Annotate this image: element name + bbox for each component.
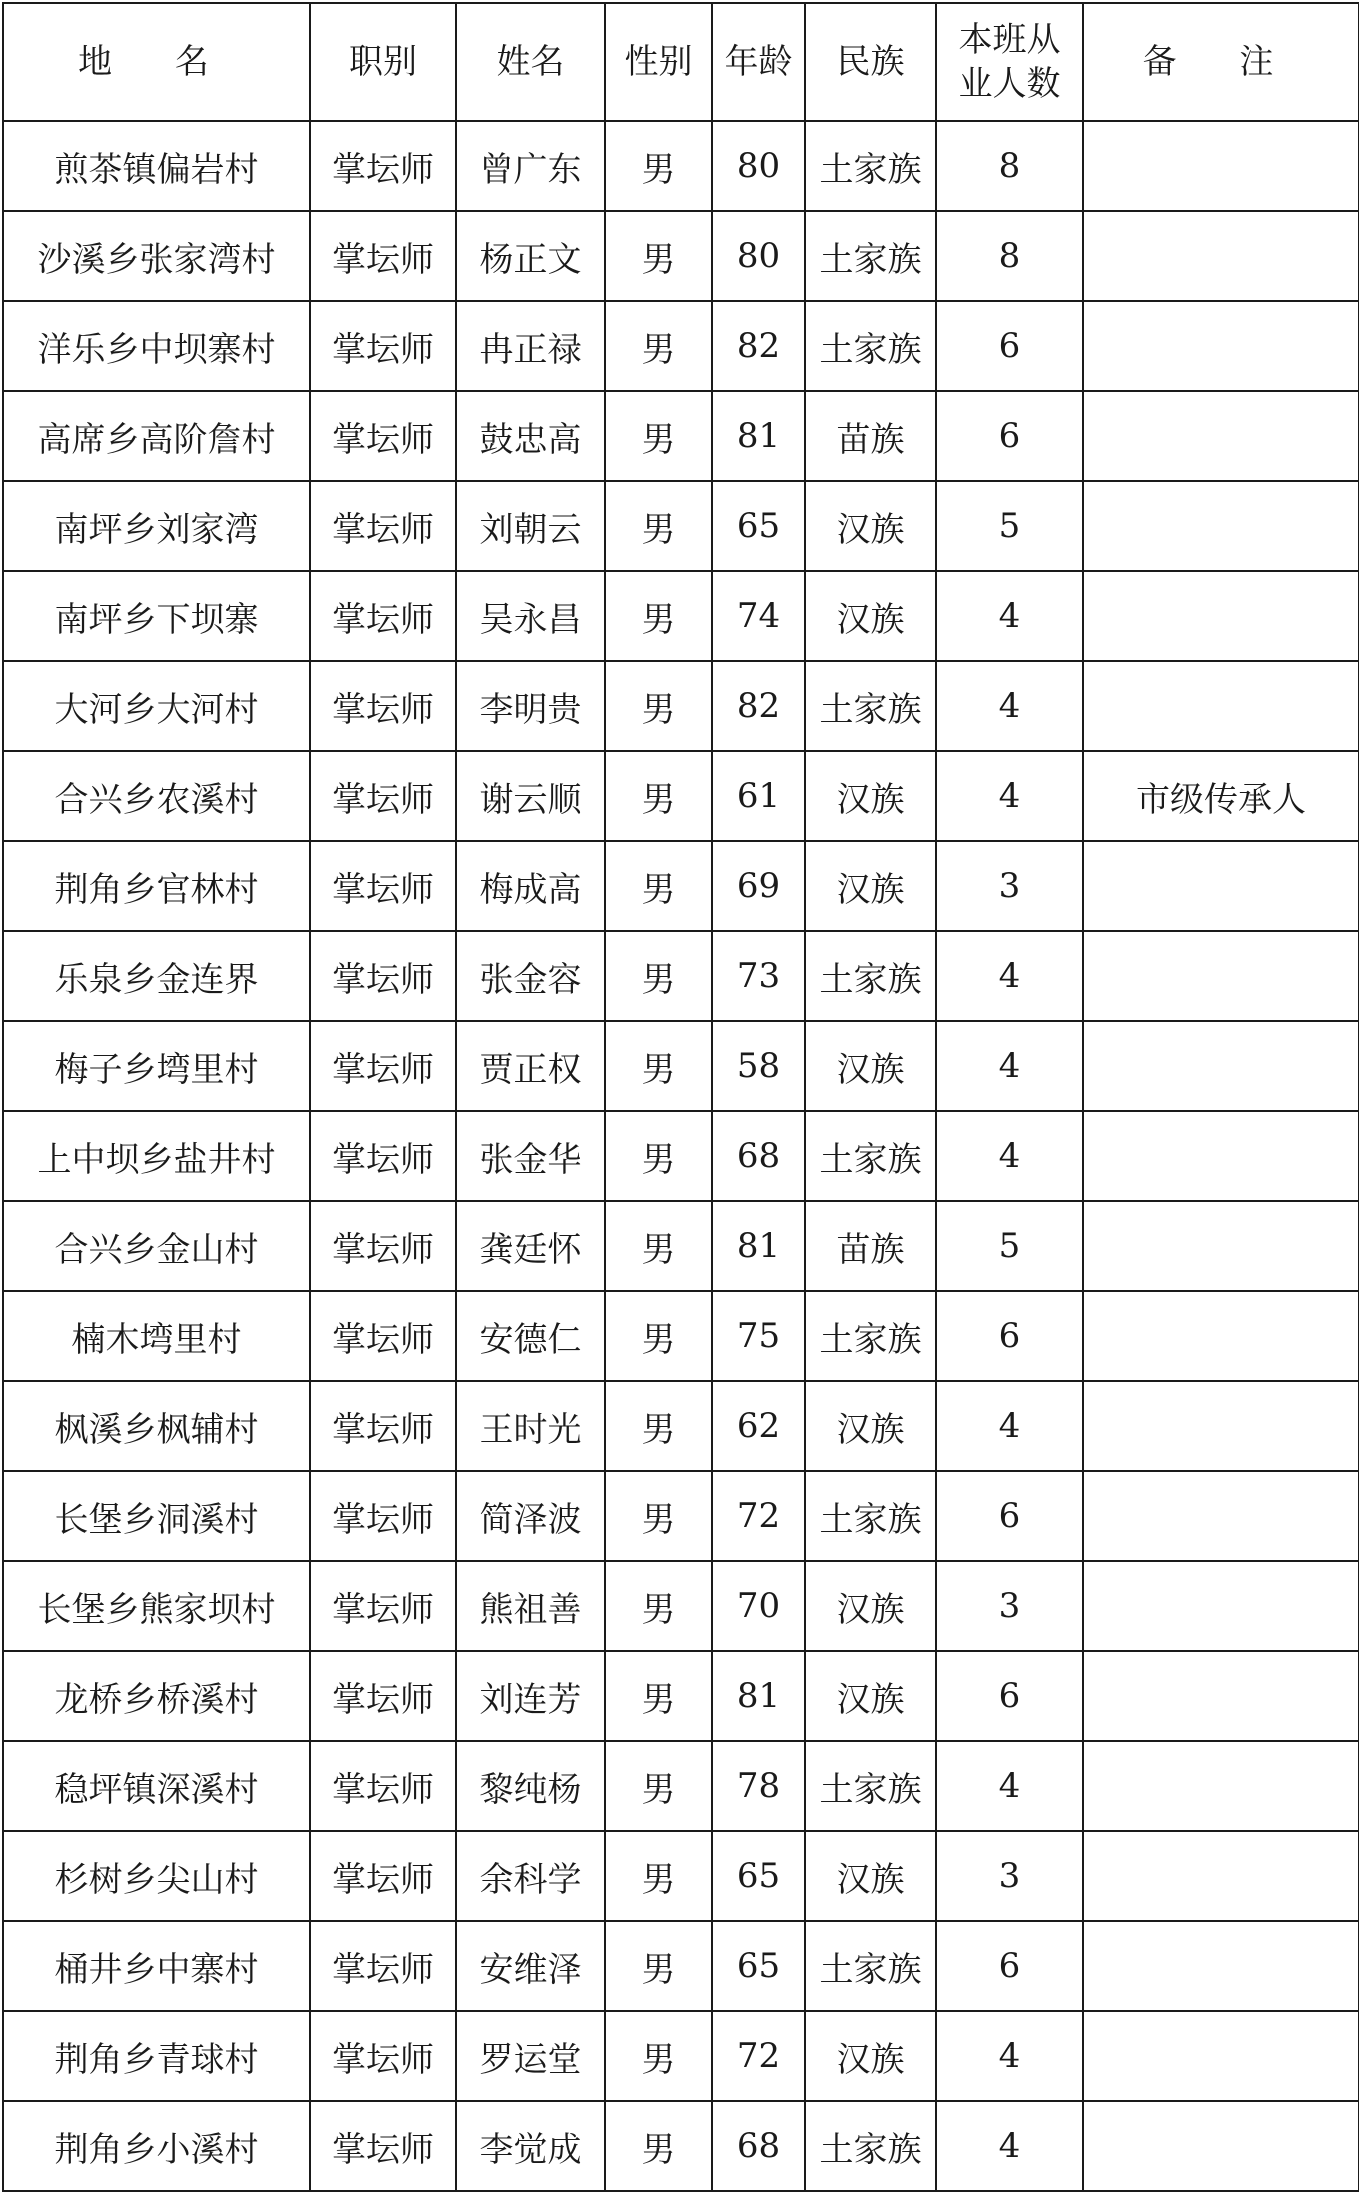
cell-age: 81 — [712, 1651, 805, 1741]
table-row — [3, 211, 1359, 301]
cell-gender: 男 — [605, 1471, 712, 1561]
cell-place: 煎茶镇偏岩村 — [3, 121, 310, 211]
cell-ethnicity: 汉族 — [805, 481, 936, 571]
cell-member-count: 6 — [936, 391, 1083, 481]
cell-gender: 男 — [605, 1111, 712, 1201]
cell-note — [1083, 1471, 1359, 1561]
cell-member-count: 6 — [936, 1921, 1083, 2011]
header-member-count — [936, 3, 1083, 121]
cell-note — [1083, 1561, 1359, 1651]
cell-gender: 男 — [605, 1831, 712, 1921]
cell-role: 掌坛师 — [310, 1021, 456, 1111]
cell-note — [1083, 1021, 1359, 1111]
cell-place: 乐泉乡金连界 — [3, 931, 310, 1021]
cell-role: 掌坛师 — [310, 121, 456, 211]
header-age: 年龄 — [712, 3, 805, 121]
cell-gender: 男 — [605, 391, 712, 481]
cell-note — [1083, 661, 1359, 751]
cell-name: 刘连芳 — [456, 1651, 605, 1741]
cell-role: 掌坛师 — [310, 1741, 456, 1831]
cell-name: 李觉成 — [456, 2101, 605, 2191]
cell-member-count: 6 — [936, 1471, 1083, 1561]
cell-member-count: 8 — [936, 121, 1083, 211]
cell-role: 掌坛师 — [310, 1921, 456, 2011]
cell-name: 杨正文 — [456, 211, 605, 301]
cell-note — [1083, 481, 1359, 571]
cell-ethnicity: 土家族 — [805, 301, 936, 391]
cell-name: 龚廷怀 — [456, 1201, 605, 1291]
cell-gender: 男 — [605, 661, 712, 751]
cell-age: 80 — [712, 121, 805, 211]
table-row — [3, 301, 1359, 391]
cell-place: 荆角乡小溪村 — [3, 2101, 310, 2191]
cell-place: 荆角乡青球村 — [3, 2011, 310, 2101]
cell-ethnicity: 汉族 — [805, 2011, 936, 2101]
table-row — [3, 1291, 1359, 1381]
cell-name: 刘朝云 — [456, 481, 605, 571]
cell-place: 洋乐乡中坝寨村 — [3, 301, 310, 391]
cell-member-count: 4 — [936, 1021, 1083, 1111]
cell-ethnicity: 苗族 — [805, 1201, 936, 1291]
cell-note — [1083, 571, 1359, 661]
cell-name: 李明贵 — [456, 661, 605, 751]
header-row — [3, 3, 1359, 121]
cell-gender: 男 — [605, 211, 712, 301]
cell-name: 梅成高 — [456, 841, 605, 931]
cell-age: 82 — [712, 661, 805, 751]
cell-ethnicity: 土家族 — [805, 1111, 936, 1201]
cell-age: 69 — [712, 841, 805, 931]
cell-place: 桶井乡中寨村 — [3, 1921, 310, 2011]
cell-role: 掌坛师 — [310, 1291, 456, 1381]
cell-place: 楠木塆里村 — [3, 1291, 310, 1381]
cell-name: 张金容 — [456, 931, 605, 1021]
cell-place: 大河乡大河村 — [3, 661, 310, 751]
cell-name: 安德仁 — [456, 1291, 605, 1381]
table-row — [3, 661, 1359, 751]
cell-age: 73 — [712, 931, 805, 1021]
cell-member-count: 4 — [936, 2011, 1083, 2101]
table-row — [3, 1201, 1359, 1291]
cell-ethnicity: 汉族 — [805, 1561, 936, 1651]
header-gender: 性别 — [605, 3, 712, 121]
cell-member-count: 5 — [936, 1201, 1083, 1291]
table-row — [3, 1111, 1359, 1201]
cell-note — [1083, 391, 1359, 481]
cell-member-count: 4 — [936, 571, 1083, 661]
cell-age: 70 — [712, 1561, 805, 1651]
table-row — [3, 391, 1359, 481]
cell-member-count: 3 — [936, 1561, 1083, 1651]
cell-gender: 男 — [605, 841, 712, 931]
cell-role: 掌坛师 — [310, 391, 456, 481]
cell-note — [1083, 1111, 1359, 1201]
cell-gender: 男 — [605, 1561, 712, 1651]
table-row — [3, 1471, 1359, 1561]
cell-ethnicity: 汉族 — [805, 1651, 936, 1741]
cell-member-count: 4 — [936, 931, 1083, 1021]
cell-note — [1083, 2101, 1359, 2191]
cell-note — [1083, 301, 1359, 391]
cell-member-count: 3 — [936, 841, 1083, 931]
cell-ethnicity: 土家族 — [805, 931, 936, 1021]
cell-ethnicity: 土家族 — [805, 1741, 936, 1831]
cell-ethnicity: 苗族 — [805, 391, 936, 481]
cell-role: 掌坛师 — [310, 571, 456, 661]
cell-age: 65 — [712, 1921, 805, 2011]
cell-role: 掌坛师 — [310, 1471, 456, 1561]
cell-name: 曾广东 — [456, 121, 605, 211]
cell-place: 上中坝乡盐井村 — [3, 1111, 310, 1201]
table-row — [3, 1651, 1359, 1741]
cell-ethnicity: 汉族 — [805, 841, 936, 931]
cell-age: 65 — [712, 481, 805, 571]
cell-gender: 男 — [605, 121, 712, 211]
cell-gender: 男 — [605, 931, 712, 1021]
cell-member-count: 4 — [936, 1111, 1083, 1201]
cell-note — [1083, 1741, 1359, 1831]
cell-note — [1083, 931, 1359, 1021]
cell-role: 掌坛师 — [310, 1831, 456, 1921]
header-ethnicity: 民族 — [805, 3, 936, 121]
cell-role: 掌坛师 — [310, 1381, 456, 1471]
cell-ethnicity: 土家族 — [805, 121, 936, 211]
cell-place: 梅子乡塆里村 — [3, 1021, 310, 1111]
cell-age: 68 — [712, 2101, 805, 2191]
table-row — [3, 751, 1359, 841]
cell-note — [1083, 2011, 1359, 2101]
cell-gender: 男 — [605, 751, 712, 841]
table-row — [3, 1021, 1359, 1111]
cell-role: 掌坛师 — [310, 2011, 456, 2101]
cell-ethnicity: 土家族 — [805, 1471, 936, 1561]
cell-name: 余科学 — [456, 1831, 605, 1921]
header-role: 职别 — [310, 3, 456, 121]
roster-body — [3, 121, 1359, 2191]
cell-place: 荆角乡官林村 — [3, 841, 310, 931]
cell-place: 稳坪镇深溪村 — [3, 1741, 310, 1831]
cell-age: 62 — [712, 1381, 805, 1471]
cell-ethnicity: 汉族 — [805, 1381, 936, 1471]
cell-gender: 男 — [605, 1021, 712, 1111]
cell-gender: 男 — [605, 2101, 712, 2191]
cell-age: 58 — [712, 1021, 805, 1111]
practitioner-roster-table — [2, 2, 1359, 2192]
table-row — [3, 841, 1359, 931]
table-row — [3, 1921, 1359, 2011]
cell-gender: 男 — [605, 1651, 712, 1741]
cell-place: 龙桥乡桥溪村 — [3, 1651, 310, 1741]
table-row — [3, 571, 1359, 661]
cell-name: 冉正禄 — [456, 301, 605, 391]
cell-ethnicity: 汉族 — [805, 751, 936, 841]
cell-role: 掌坛师 — [310, 1201, 456, 1291]
cell-name: 安维泽 — [456, 1921, 605, 2011]
cell-note — [1083, 1921, 1359, 2011]
cell-gender: 男 — [605, 301, 712, 391]
cell-name: 罗运堂 — [456, 2011, 605, 2101]
header-member-count-line2: 业人数 — [958, 64, 1061, 104]
cell-note — [1083, 1381, 1359, 1471]
cell-place: 杉树乡尖山村 — [3, 1831, 310, 1921]
cell-note — [1083, 841, 1359, 931]
cell-place: 南坪乡刘家湾 — [3, 481, 310, 571]
cell-gender: 男 — [605, 1291, 712, 1381]
cell-place: 高席乡高阶詹村 — [3, 391, 310, 481]
cell-place: 长堡乡熊家坝村 — [3, 1561, 310, 1651]
cell-age: 61 — [712, 751, 805, 841]
cell-note — [1083, 1201, 1359, 1291]
cell-age: 78 — [712, 1741, 805, 1831]
cell-role: 掌坛师 — [310, 841, 456, 931]
cell-note — [1083, 1291, 1359, 1381]
cell-place: 南坪乡下坝寨 — [3, 571, 310, 661]
cell-name: 黎纯杨 — [456, 1741, 605, 1831]
cell-role: 掌坛师 — [310, 1111, 456, 1201]
cell-name: 简泽波 — [456, 1471, 605, 1561]
cell-member-count: 5 — [936, 481, 1083, 571]
cell-gender: 男 — [605, 1921, 712, 2011]
cell-gender: 男 — [605, 2011, 712, 2101]
cell-note: 市级传承人 — [1083, 751, 1359, 841]
cell-note — [1083, 1651, 1359, 1741]
cell-role: 掌坛师 — [310, 2101, 456, 2191]
cell-place: 枫溪乡枫辅村 — [3, 1381, 310, 1471]
cell-age: 72 — [712, 2011, 805, 2101]
table-row — [3, 481, 1359, 571]
table-row — [3, 121, 1359, 211]
cell-ethnicity: 土家族 — [805, 1921, 936, 2011]
cell-name: 张金华 — [456, 1111, 605, 1201]
cell-role: 掌坛师 — [310, 1561, 456, 1651]
cell-member-count: 4 — [936, 661, 1083, 751]
cell-note — [1083, 121, 1359, 211]
cell-age: 68 — [712, 1111, 805, 1201]
cell-role: 掌坛师 — [310, 661, 456, 751]
cell-place: 合兴乡金山村 — [3, 1201, 310, 1291]
cell-name: 贾正权 — [456, 1021, 605, 1111]
cell-member-count: 3 — [936, 1831, 1083, 1921]
cell-role: 掌坛师 — [310, 751, 456, 841]
cell-ethnicity: 汉族 — [805, 1021, 936, 1111]
cell-name: 谢云顺 — [456, 751, 605, 841]
cell-age: 75 — [712, 1291, 805, 1381]
cell-ethnicity: 土家族 — [805, 2101, 936, 2191]
table-row — [3, 1831, 1359, 1921]
cell-name: 鼓忠高 — [456, 391, 605, 481]
table-row — [3, 1561, 1359, 1651]
cell-role: 掌坛师 — [310, 211, 456, 301]
cell-age: 81 — [712, 1201, 805, 1291]
cell-note — [1083, 211, 1359, 301]
cell-note — [1083, 1831, 1359, 1921]
cell-member-count: 8 — [936, 211, 1083, 301]
table-row — [3, 2011, 1359, 2101]
cell-role: 掌坛师 — [310, 1651, 456, 1741]
cell-member-count: 4 — [936, 1741, 1083, 1831]
cell-role: 掌坛师 — [310, 481, 456, 571]
cell-gender: 男 — [605, 1741, 712, 1831]
cell-age: 74 — [712, 571, 805, 661]
table-row — [3, 2101, 1359, 2191]
cell-age: 81 — [712, 391, 805, 481]
cell-gender: 男 — [605, 1381, 712, 1471]
cell-gender: 男 — [605, 1201, 712, 1291]
cell-age: 80 — [712, 211, 805, 301]
header-name: 姓名 — [456, 3, 605, 121]
cell-member-count: 4 — [936, 751, 1083, 841]
cell-member-count: 6 — [936, 301, 1083, 391]
cell-age: 72 — [712, 1471, 805, 1561]
cell-age: 65 — [712, 1831, 805, 1921]
cell-name: 熊祖善 — [456, 1561, 605, 1651]
header-member-count-line1: 本班从 — [958, 20, 1061, 60]
cell-member-count: 6 — [936, 1651, 1083, 1741]
cell-member-count: 4 — [936, 2101, 1083, 2191]
table-row — [3, 1741, 1359, 1831]
cell-gender: 男 — [605, 481, 712, 571]
header-note: 备 注 — [1083, 3, 1359, 121]
cell-ethnicity: 汉族 — [805, 571, 936, 661]
cell-role: 掌坛师 — [310, 931, 456, 1021]
cell-name: 王时光 — [456, 1381, 605, 1471]
cell-member-count: 6 — [936, 1291, 1083, 1381]
cell-place: 合兴乡农溪村 — [3, 751, 310, 841]
header-place: 地 名 — [3, 3, 310, 121]
cell-ethnicity: 汉族 — [805, 1831, 936, 1921]
cell-member-count: 4 — [936, 1381, 1083, 1471]
cell-place: 沙溪乡张家湾村 — [3, 211, 310, 301]
cell-ethnicity: 土家族 — [805, 211, 936, 301]
cell-ethnicity: 土家族 — [805, 661, 936, 751]
cell-ethnicity: 土家族 — [805, 1291, 936, 1381]
cell-role: 掌坛师 — [310, 301, 456, 391]
cell-gender: 男 — [605, 571, 712, 661]
table-row — [3, 1381, 1359, 1471]
cell-age: 82 — [712, 301, 805, 391]
table-row — [3, 931, 1359, 1021]
cell-name: 吴永昌 — [456, 571, 605, 661]
cell-place: 长堡乡洞溪村 — [3, 1471, 310, 1561]
